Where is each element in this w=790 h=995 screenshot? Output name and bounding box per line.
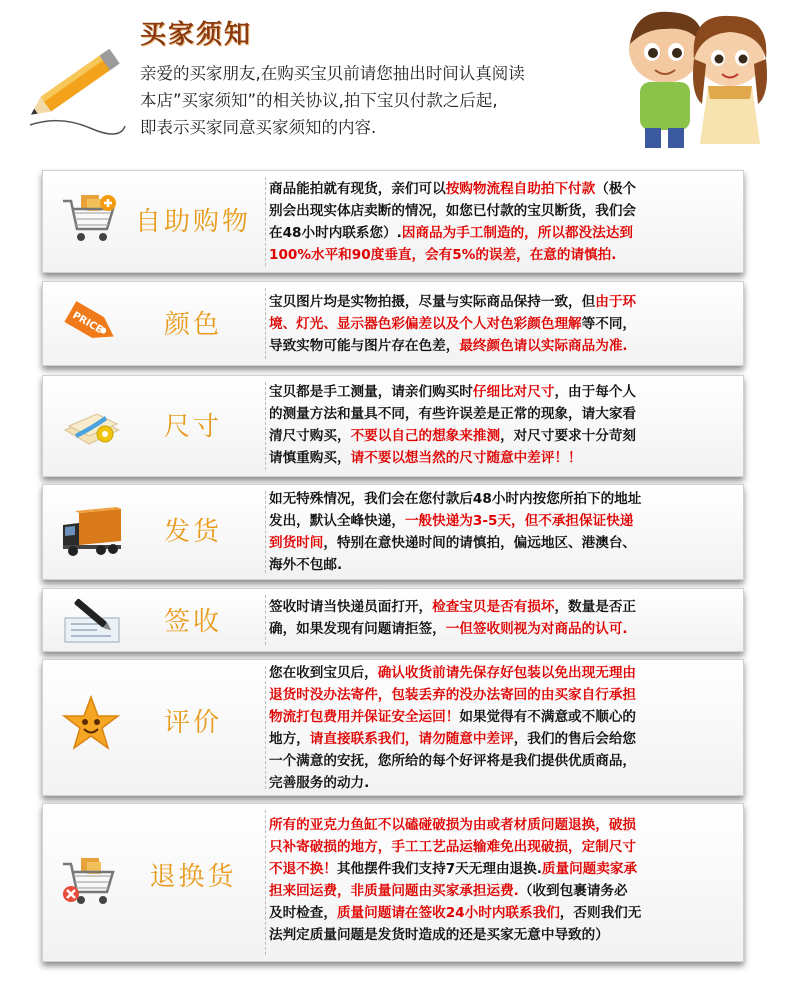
text-run: 地方， <box>269 731 310 747</box>
text-run: 的测量方法和量具不同，有些许误差是正常的现象，请大家看 <box>269 406 637 422</box>
text-line <box>269 222 729 244</box>
text-run: ，我们的售后会给您 <box>513 731 637 747</box>
page-title: 买家须知 <box>140 20 253 50</box>
divider <box>265 177 266 266</box>
section-text <box>269 178 729 266</box>
section-label: 发货 <box>163 517 222 547</box>
text-run: （收到包裹请务必 <box>518 883 628 899</box>
text-run: 一个满意的安抚，您所给的每个好评将是我们提供优质商品， <box>269 753 637 769</box>
text-line <box>269 244 729 266</box>
text-line <box>269 728 729 750</box>
text-run: 导致实物可能与图片存在色差， <box>269 338 460 354</box>
section-text <box>269 814 729 946</box>
shopping-cart-plus-icon <box>61 191 121 247</box>
section-text <box>269 596 729 640</box>
text-run: 别会出现实体店卖断的情况，如您已付款的宝贝断货，我们会 <box>269 203 637 219</box>
measuring-tape-icon <box>61 396 123 454</box>
text-run: 请慎重购买， <box>269 450 351 466</box>
highlighted-text: 质量问题卖家承 <box>541 861 638 877</box>
text-line <box>269 291 729 313</box>
text-run: 如无特殊情况，我们会在您付款后48小时内按您所拍下的地址 <box>269 491 642 507</box>
section-text <box>269 381 729 469</box>
text-run: 在48小时内联系您）. <box>269 225 402 241</box>
highlighted-text: 境、灯光、显示器色彩偏差以及个人对色彩颜色理解 <box>269 316 582 332</box>
text-run: 清尺寸购买， <box>269 428 351 444</box>
text-line <box>269 335 729 357</box>
text-line <box>269 381 729 403</box>
shopping-cart-remove-icon <box>61 854 121 910</box>
text-run: 海外不包邮. <box>269 557 343 573</box>
text-run: ，由于每个人 <box>554 384 637 400</box>
text-line <box>269 902 729 924</box>
text-run: 确，如果发现有问题请拒签， <box>269 621 446 637</box>
text-line <box>269 447 729 469</box>
divider <box>265 666 266 789</box>
highlighted-text: 破损 <box>608 817 637 833</box>
text-run: 发出，默认全峰快递， <box>269 513 405 529</box>
highlighted-text: 最终颜色请以实际商品为准. <box>459 338 628 354</box>
highlighted-text: 请直接联系我们，请勿随意中差评 <box>309 731 514 747</box>
text-line <box>269 836 729 858</box>
text-line <box>269 814 729 836</box>
intro-line: 本店”买家须知”的相关协议,拍下宝贝付款之后起, <box>140 91 498 110</box>
highlighted-text: 确认收货前请先保存好包装以免出现无理由 <box>377 665 637 681</box>
text-line <box>269 858 729 880</box>
text-line <box>269 425 729 447</box>
text-run: 宝贝图片均是实物拍摄，尽量与实际商品保持一致，但 <box>269 294 596 310</box>
highlighted-text: 退货时没办法寄件，包装丢弃的没办法寄回的由买家自行承担 <box>269 687 637 703</box>
text-line <box>269 684 729 706</box>
text-line <box>269 750 729 772</box>
text-line <box>269 772 729 794</box>
text-run: 及时检查， <box>269 905 337 921</box>
section-label: 自助购物 <box>134 207 251 237</box>
section-color <box>42 281 744 366</box>
section-receipt <box>42 588 744 652</box>
highlighted-text: 不退不换！ <box>269 861 337 877</box>
text-line <box>269 662 729 684</box>
divider <box>265 595 266 645</box>
text-line <box>269 178 729 200</box>
section-label: 退换货 <box>149 862 237 892</box>
divider <box>265 491 266 573</box>
section-label: 颜色 <box>163 310 222 340</box>
text-line <box>269 554 729 576</box>
highlighted-text: 检查宝贝是否有损坏 <box>432 599 555 615</box>
section-label: 评价 <box>163 708 222 738</box>
text-run: 其他摆件我们支持7天无理由退换. <box>336 861 542 877</box>
text-run: ，对尺寸要求十分苛刻 <box>500 428 637 444</box>
section-label: 尺寸 <box>163 412 222 442</box>
price-tag-icon <box>61 296 123 352</box>
section-text <box>269 662 729 794</box>
intro-line: 即表示买家同意买家须知的内容. <box>140 118 377 137</box>
section-text <box>269 488 729 576</box>
text-run: 等不同， <box>581 316 637 332</box>
highlighted-text: 不要以自己的想象来推测 <box>350 428 501 444</box>
text-line <box>269 596 729 618</box>
highlighted-text: 因商品为手工制造的，所以都没法达到 <box>401 225 633 241</box>
highlighted-text: 一般快递为3-5天，但不承担保证快递 <box>404 513 634 529</box>
section-returns-exchanges <box>42 803 744 962</box>
highlighted-text: 所有的亚克力鱼缸不以磕碰破损为由或者材质问题退换， <box>269 817 609 833</box>
section-self-service-shopping <box>42 170 744 273</box>
header <box>0 0 790 165</box>
text-run: 如果觉得有不满意或不顺心的 <box>459 709 637 725</box>
pen-signature-icon <box>61 594 123 646</box>
section-text <box>269 291 729 357</box>
text-run: ，数量是否正 <box>554 599 637 615</box>
text-line <box>269 313 729 335</box>
highlighted-text: 请不要以想当然的尺寸随意中差评！！ <box>350 450 582 466</box>
highlighted-text: 100%水平和90度垂直，会有5%的误差，在意的请慎拍. <box>269 247 617 263</box>
highlighted-text: 担来回运费，非质量问题由买家承担运费. <box>269 883 519 899</box>
text-run: 宝贝都是手工测量，请亲们购买时 <box>269 384 473 400</box>
text-line <box>269 706 729 728</box>
text-line <box>269 403 729 425</box>
pencil-icon <box>20 30 130 140</box>
text-line <box>269 510 729 532</box>
text-run: （极个 <box>595 181 637 197</box>
text-line <box>269 880 729 902</box>
text-run: 完善服务的动力. <box>269 775 370 791</box>
highlighted-text: 仔细比对尺寸 <box>472 384 555 400</box>
section-label: 签收 <box>163 607 222 637</box>
highlighted-text: 物流打包费用并保证安全运回！ <box>269 709 460 725</box>
highlighted-text: 按购物流程自助拍下付款 <box>445 181 596 197</box>
text-run: ，否则我们无 <box>559 905 642 921</box>
text-line <box>269 488 729 510</box>
text-run: 您在收到宝贝后， <box>269 665 378 681</box>
highlighted-text: 到货时间 <box>269 535 324 551</box>
highlighted-text: 一但签收则视为对商品的认可. <box>445 621 628 637</box>
text-line <box>269 532 729 554</box>
smiling-star-icon <box>61 694 121 754</box>
text-line <box>269 200 729 222</box>
text-line <box>269 618 729 640</box>
section-review <box>42 659 744 796</box>
intro-text <box>140 60 610 141</box>
text-run: 签收时请当快递员面打开， <box>269 599 433 615</box>
intro-line: 亲爱的买家朋友,在购买宝贝前请您抽出时间认真阅读 <box>140 64 525 83</box>
divider <box>265 288 266 359</box>
text-run: 商品能拍就有现货，亲们可以 <box>269 181 446 197</box>
section-size <box>42 375 744 477</box>
divider <box>265 810 266 955</box>
svg-text:PRICE: PRICE <box>70 310 105 337</box>
divider <box>265 382 266 470</box>
text-run: 法判定质量问题是发货时造成的还是买家无意中导致的） <box>269 927 609 943</box>
section-shipping <box>42 484 744 580</box>
highlighted-text: 由于环 <box>595 294 637 310</box>
highlighted-text: 质量问题请在签收24小时内联系我们 <box>336 905 560 921</box>
highlighted-text: 只补寄破损的地方，手工工艺品运输难免出现破损，定制尺寸 <box>269 839 637 855</box>
cartoon-kids-illustration <box>610 4 780 154</box>
delivery-truck-icon <box>61 503 125 559</box>
text-run: ，特别在意快递时间的请慎拍，偏远地区、港澳台、 <box>323 535 637 551</box>
text-line <box>269 924 729 946</box>
